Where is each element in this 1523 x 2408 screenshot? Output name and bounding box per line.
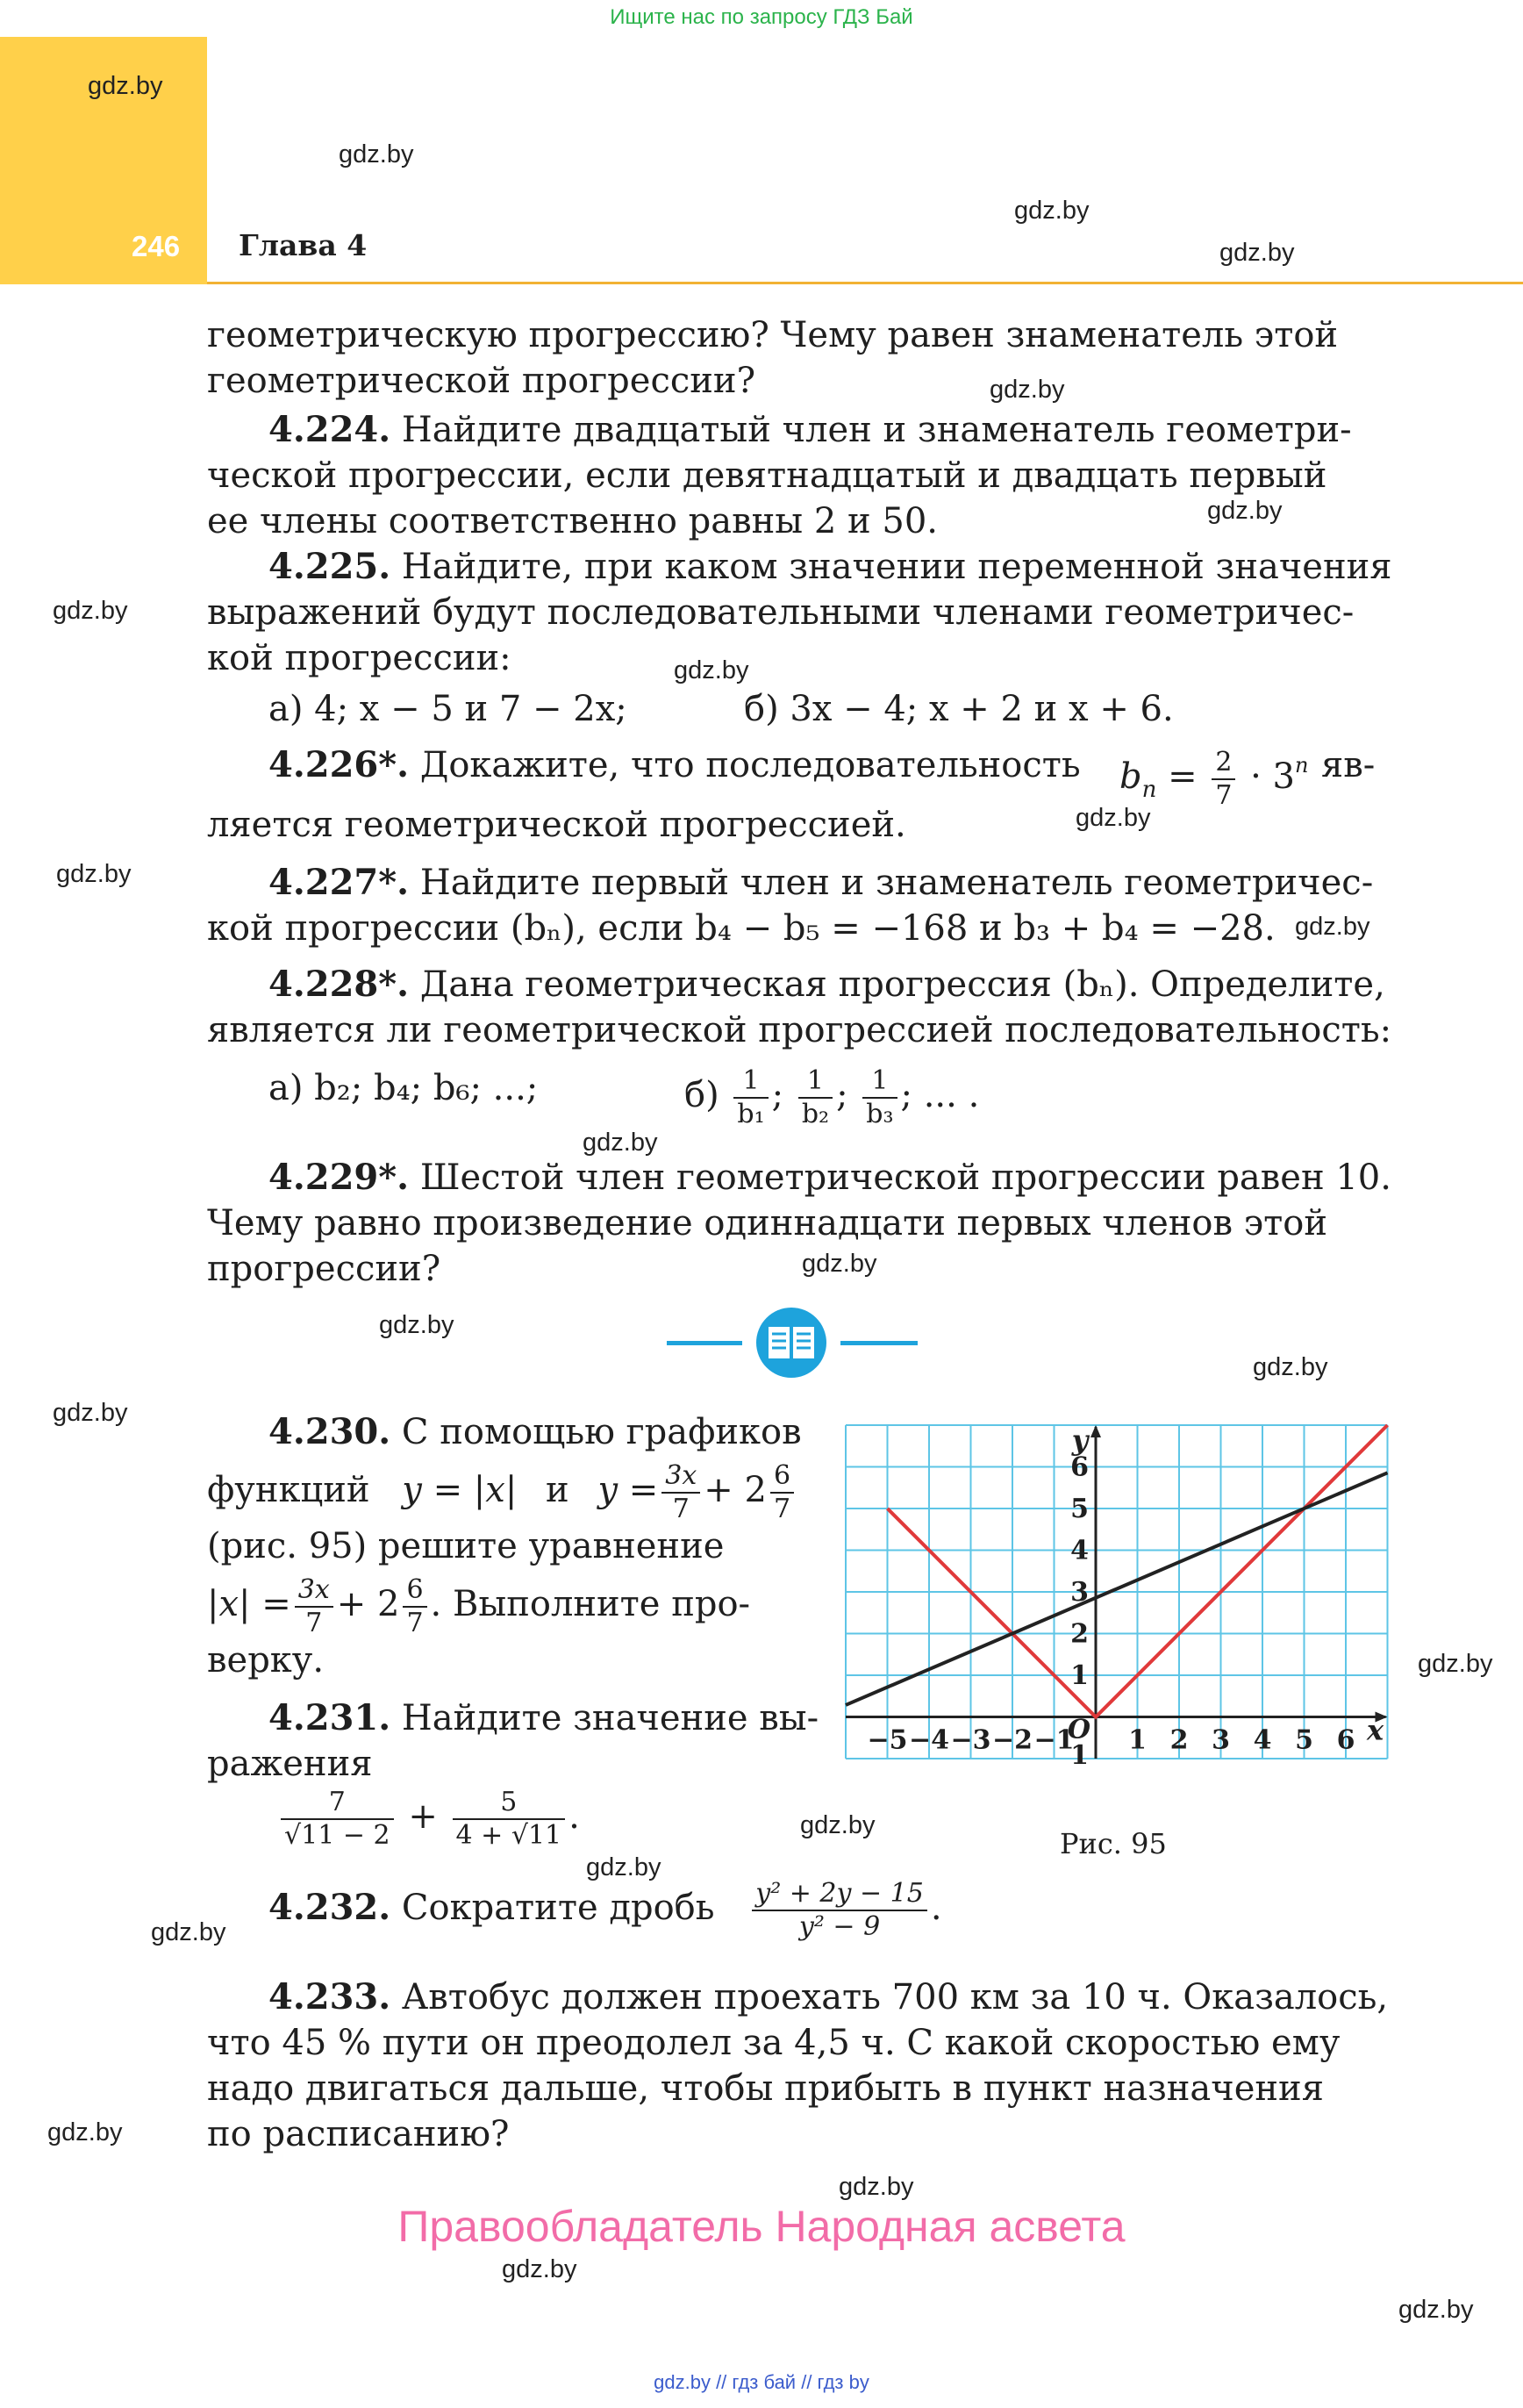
x-tick-label: 4: [1253, 1724, 1272, 1756]
watermark: gdz.by: [674, 656, 749, 684]
formula-bn: $b_n$ = $\frac{2}{7}$ · $3^n$: [1119, 747, 1309, 811]
problem-4-231: 4.231. Найдите значение вы- ражения $\frac{7}{√11 - 2}$ + $\frac{5}{4 + √11}$ .: [207, 1697, 819, 1851]
y-tick-label: 2: [1070, 1618, 1089, 1650]
footer-links[interactable]: gdz.by // гдз бай // гдз by: [654, 2371, 869, 2393]
figure-caption: Рис. 95: [1060, 1827, 1167, 1860]
watermark: gdz.by: [1207, 497, 1283, 525]
graph-figure-95: [842, 1422, 1390, 1808]
problem-4-228: 4.228*. Дана геометрическая прогрессия (bₙ). Определите, является ли геометрической прогрессией последовательность: а) b₂; b₄; b₆; ...; б) $\frac{1}{\text{b₁}}$ ; $\frac{1}{\text{b₂}}$ ; $\frac{1}{\text{b₃}}$ ; ... .: [207, 964, 1392, 1129]
x-tick-label: −3: [950, 1724, 991, 1756]
y-axis-arrow: [1090, 1425, 1101, 1437]
top-banner[interactable]: Ищите нас по запросу ГДЗ Бай: [610, 5, 913, 29]
watermark: gdz.by: [379, 1311, 454, 1339]
watermark: gdz.by: [339, 140, 414, 168]
page-number: 246: [132, 230, 181, 262]
chapter-title: Глава 4: [239, 228, 368, 262]
problem-4-225: 4.225. Найдите, при каком значении переменной значения выражений будут последовательными членами геометричес- кой прогрессии: а) 4; x − 5 и 7 − 2x; б) 3x − 4; x + 2 и x + 6.: [207, 544, 1377, 739]
problem-4-224: 4.224. Найдите двадцатый член и знаменатель геометри- ческой прогрессии, если девятнадцатый и двадцать первый ее члены соответственно равны 2 и 50.: [207, 409, 1352, 541]
divider-line-left: [667, 1341, 742, 1345]
divider-line-right: [840, 1341, 918, 1345]
header-rule: [207, 282, 1523, 284]
watermark: gdz.by: [1014, 197, 1090, 225]
y-tick-label: 1: [1070, 1740, 1089, 1771]
x-tick-label: −5: [867, 1724, 908, 1756]
problem-4-233: 4.233. Автобус должен проехать 700 км за 10 ч. Оказалось, что 45 % пути он преодолел за 4,5 ч. С какой скоростью ему надо двигаться дальше, чтобы прибыть в пункт назначения по расписанию?: [207, 1976, 1389, 2154]
option-b-fractions: б) $\frac{1}{\text{b₁}}$ ; $\frac{1}{\text{b₂}}$ ; $\frac{1}{\text{b₃}}$ ; ... .: [684, 1065, 980, 1129]
watermark: gdz.by: [1253, 1353, 1328, 1381]
x-tick-label: 6: [1336, 1724, 1355, 1756]
watermark: gdz.by: [802, 1250, 877, 1278]
rights-holder-notice: Правообладатель Народная асвета: [397, 2202, 1126, 2251]
problem-4-232: 4.232. Сократите дробь $\frac{\text{y² + 2y − 15}}{\text{y² − 9}}$ .: [268, 1878, 942, 1942]
watermark: gdz.by: [151, 1918, 226, 1946]
y-tick-label: 4: [1070, 1535, 1089, 1566]
y-axis-label: y: [1071, 1423, 1089, 1457]
watermark: gdz.by: [47, 2118, 123, 2146]
watermark: gdz.by: [502, 2255, 577, 2283]
watermark: gdz.by: [839, 2173, 914, 2201]
y-tick-label: 3: [1070, 1577, 1089, 1608]
watermark: gdz.by: [1219, 239, 1295, 267]
book-icon: [756, 1308, 826, 1378]
x-tick-label: 3: [1212, 1724, 1230, 1756]
watermark: gdz.by: [1398, 2296, 1474, 2324]
problem-4-230: 4.230. С помощью графиков функций y = |x| и y = $\frac{3x}{7}$ + 2 $\frac{6}{7}$ (рис. 95) решите уравнение |x| = $\frac{3x}{7}$ + 2 $\frac{6}{7}$ . Выполните про- верку.: [207, 1411, 802, 1681]
x-tick-label: 5: [1295, 1724, 1313, 1756]
x-tick-label: 1: [1128, 1724, 1147, 1756]
x-axis-label: x: [1366, 1713, 1384, 1747]
watermark: gdz.by: [990, 376, 1065, 404]
y-tick-label: 5: [1070, 1494, 1089, 1524]
watermark: gdz.by: [56, 860, 132, 888]
x-tick-label: −2: [991, 1724, 1033, 1756]
watermark: gdz.by: [88, 72, 163, 100]
option-b: б) 3x − 4; x + 2 и x + 6.: [744, 689, 1174, 729]
problem-4-229: 4.229*. Шестой член геометрической прогрессии равен 10. Чему равно произведение одиннадцати первых членов этой прогрессии?: [207, 1157, 1391, 1289]
series-line-linear: [846, 1473, 1388, 1705]
x-tick-label: −4: [908, 1724, 950, 1756]
watermark: gdz.by: [586, 1853, 661, 1881]
option-a: а) 4; x − 5 и 7 − 2x;: [268, 689, 627, 729]
watermark: gdz.by: [583, 1129, 658, 1157]
watermark: gdz.by: [800, 1811, 876, 1839]
origin-label: O: [1067, 1714, 1090, 1745]
x-tick-label: −1: [1033, 1724, 1075, 1756]
watermark: gdz.by: [53, 597, 128, 625]
watermark: gdz.by: [1295, 913, 1370, 941]
problem-4-226: 4.226*. Докажите, что последовательность $b_n$ = $\frac{2}{7}$ · $3^n$ яв- ляется геометрической прогрессией.: [207, 744, 1376, 845]
watermark: gdz.by: [1418, 1650, 1493, 1678]
y-tick-label: 1: [1070, 1660, 1089, 1691]
problem-4-227: 4.227*. Найдите первый член и знаменатель геометричес- кой прогрессии (bₙ), если b₄ − b₅ = −168 и b₃ + b₄ = −28.: [207, 862, 1374, 949]
y-tick-label: 6: [1070, 1451, 1089, 1483]
x-tick-label: 2: [1169, 1724, 1189, 1756]
watermark: gdz.by: [53, 1399, 128, 1427]
intro-text: геометрическую прогрессию? Чему равен знаменатель этой геометрической прогрессии?: [207, 315, 1339, 401]
watermark: gdz.by: [1076, 804, 1151, 832]
